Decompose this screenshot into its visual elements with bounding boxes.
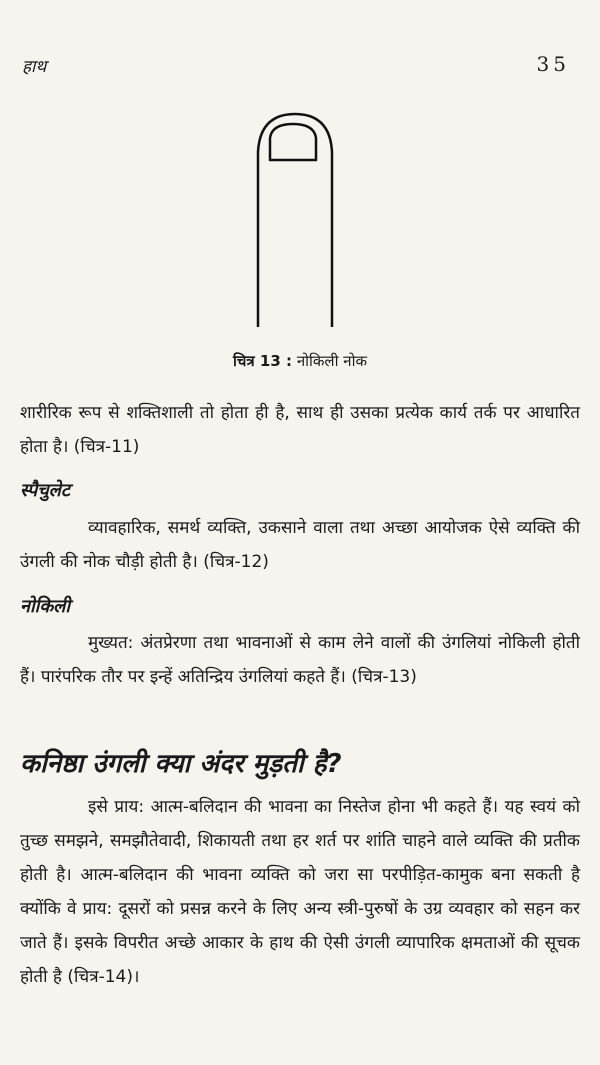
running-title: हाथ — [22, 57, 47, 77]
subheading-spatulate: स्पैचुलेट — [20, 480, 70, 501]
paragraph-intro: शारीरिक रूप से शक्तिशाली तो होता ही है, साथ ही उसका प्रत्येक कार्य तर्क पर आधारित होता है। (चित्र-11) — [20, 403, 580, 457]
paragraph-main: इसे प्राय: आत्म-बलिदान की भावना का निस्तेज होना भी कहते हैं। यह स्वयं को तुच्छ समझने, समझौतेवादी, शिकायती तथा हर शर्त पर शांति चाहने वाले व्यक्ति की प्रतीक होती है। आत्म-बलिदान की भावना व्यक्ति को जरा सा परपीड़ित-कामुक बना सकती है क्योंकि वे प्राय: दूसरों को प्रसन्न करने के लिए अन्य स्त्री-पुरुषों के उग्र व्यवहार को सहन कर जाते हैं। इसके विपरीत अच्छे आकार के हाथ की ऐसी उंगली व्यापारिक क्षमताओं की सूचक होती है (चित्र-14)। — [20, 797, 580, 987]
page-number: 35 — [536, 52, 570, 76]
figure-caption — [0, 351, 600, 371]
subheading-pointed: नोकिली — [20, 596, 71, 617]
finger-pointed-tip-icon — [250, 112, 340, 327]
figure-caption-text: नोकिली नोक — [296, 352, 367, 370]
figure-caption-label: चित्र 13 : — [233, 352, 293, 370]
section-heading: कनिष्ठा उंगली क्या अंदर मुड़ती है? — [20, 749, 342, 779]
paragraph-spatulate: व्यावहारिक, समर्थ व्यक्ति, उकसाने वाला तथा अच्छा आयोजक ऐसे व्यक्ति की उंगली की नोक चौड़ी होती है। (चित्र-12) — [20, 518, 580, 572]
paragraph-pointed: मुख्यत: अंतप्रेरणा तथा भावनाओं से काम लेने वालों की उंगलियां नोकिली होती हैं। पारंपरिक तौर पर इन्हें अतिन्द्रिय उंगलियां कहते हैं। (चित्र-13) — [20, 633, 580, 687]
